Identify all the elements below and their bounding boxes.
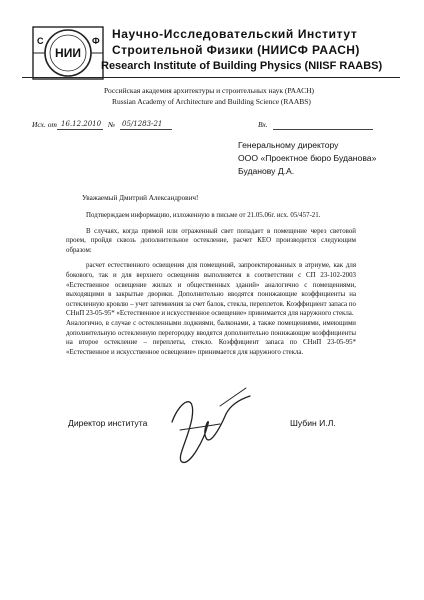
signatory-name: Шубин И.Л.: [290, 418, 336, 428]
outgoing-number-label: №: [108, 120, 116, 129]
addressee-name: Буданову Д.А.: [238, 166, 295, 176]
letter-body: [66, 211, 356, 357]
logo-center-text: НИИ: [55, 46, 81, 60]
org-name-en: Research Institute of Building Physics (NIISF RAABS): [101, 60, 383, 72]
outgoing-date-line: [57, 129, 103, 130]
signatory-title: Директор института: [68, 418, 148, 428]
academy-name-ru: Российская академия архитектуры и строительных наук (РААСН): [104, 86, 314, 95]
outgoing-number-line: [120, 129, 172, 130]
addressee-company: ООО «Проектное бюро Буданова»: [238, 153, 377, 163]
outgoing-date-label: Исх. от: [32, 120, 57, 129]
paragraph-atrium: расчет естественного освещения для помещений, запроектированных в атриуме, как для бокового, так и для верхнего освещения выполняется в соответствии с СП 23-102-2003 «Естественное освещение жилых и общественных зданий» аналогично с помещениями, выходящими в закрытые дворики. Дополнительно вводятся понижающие коэффициенты на остекленную кровлю – учет затемнения за счет балок, стекла, переплетов. Коэффициент запаса по СНиП 23-05-95* «Естественное и искусственное освещение» принимается для наружного стекла.: [66, 262, 356, 318]
logo-suffix-letter: Ф: [92, 36, 100, 46]
org-name-ru: Научно-Исследовательский Институт: [112, 27, 358, 41]
paragraph-loggias: Аналогично, в случае с остекленными лоджиями, балконами, а также помещениями, имеющими дополнительную остекленную перегородку вводятся дополнительно понижающие коэффициенты на второе остекление – переплеты, стекло. Коэффициент запаса по СНиП 23-05-95* «Естественное и искусственное освещение» принимается для наружного стекла.: [66, 319, 356, 356]
logo-prefix-letter: С: [37, 36, 44, 46]
addressee-position: Генеральному директору: [238, 140, 339, 150]
paragraph-cases: В случаях, когда прямой или отраженный свет попадает в помещение через световой проем, пройдя сквозь дополнительное остекление, расчет КЕО производится следующим образом:: [66, 227, 356, 254]
incoming-label: Вх.: [258, 120, 268, 129]
outgoing-number-value: 05/1283-21: [122, 120, 163, 128]
handwritten-signature: [150, 378, 260, 474]
academy-name-en: Russian Academy of Architecture and Building Science (RAABS): [112, 97, 311, 106]
outgoing-date-value: 16.12.2010: [61, 120, 102, 128]
institute-logo-emblem: [30, 24, 106, 82]
letter-greeting: Уважаемый Дмитрий Александрович!: [82, 194, 199, 202]
org-name-ru-line2: Строительной Физики (НИИСФ РААСН): [112, 43, 360, 57]
paragraph-confirmation: Подтверждаем информацию, изложенную в письме от 21.05.06г. исх. 05/457-21.: [86, 212, 321, 219]
letterhead-divider: [22, 77, 400, 78]
incoming-line: [273, 129, 373, 130]
